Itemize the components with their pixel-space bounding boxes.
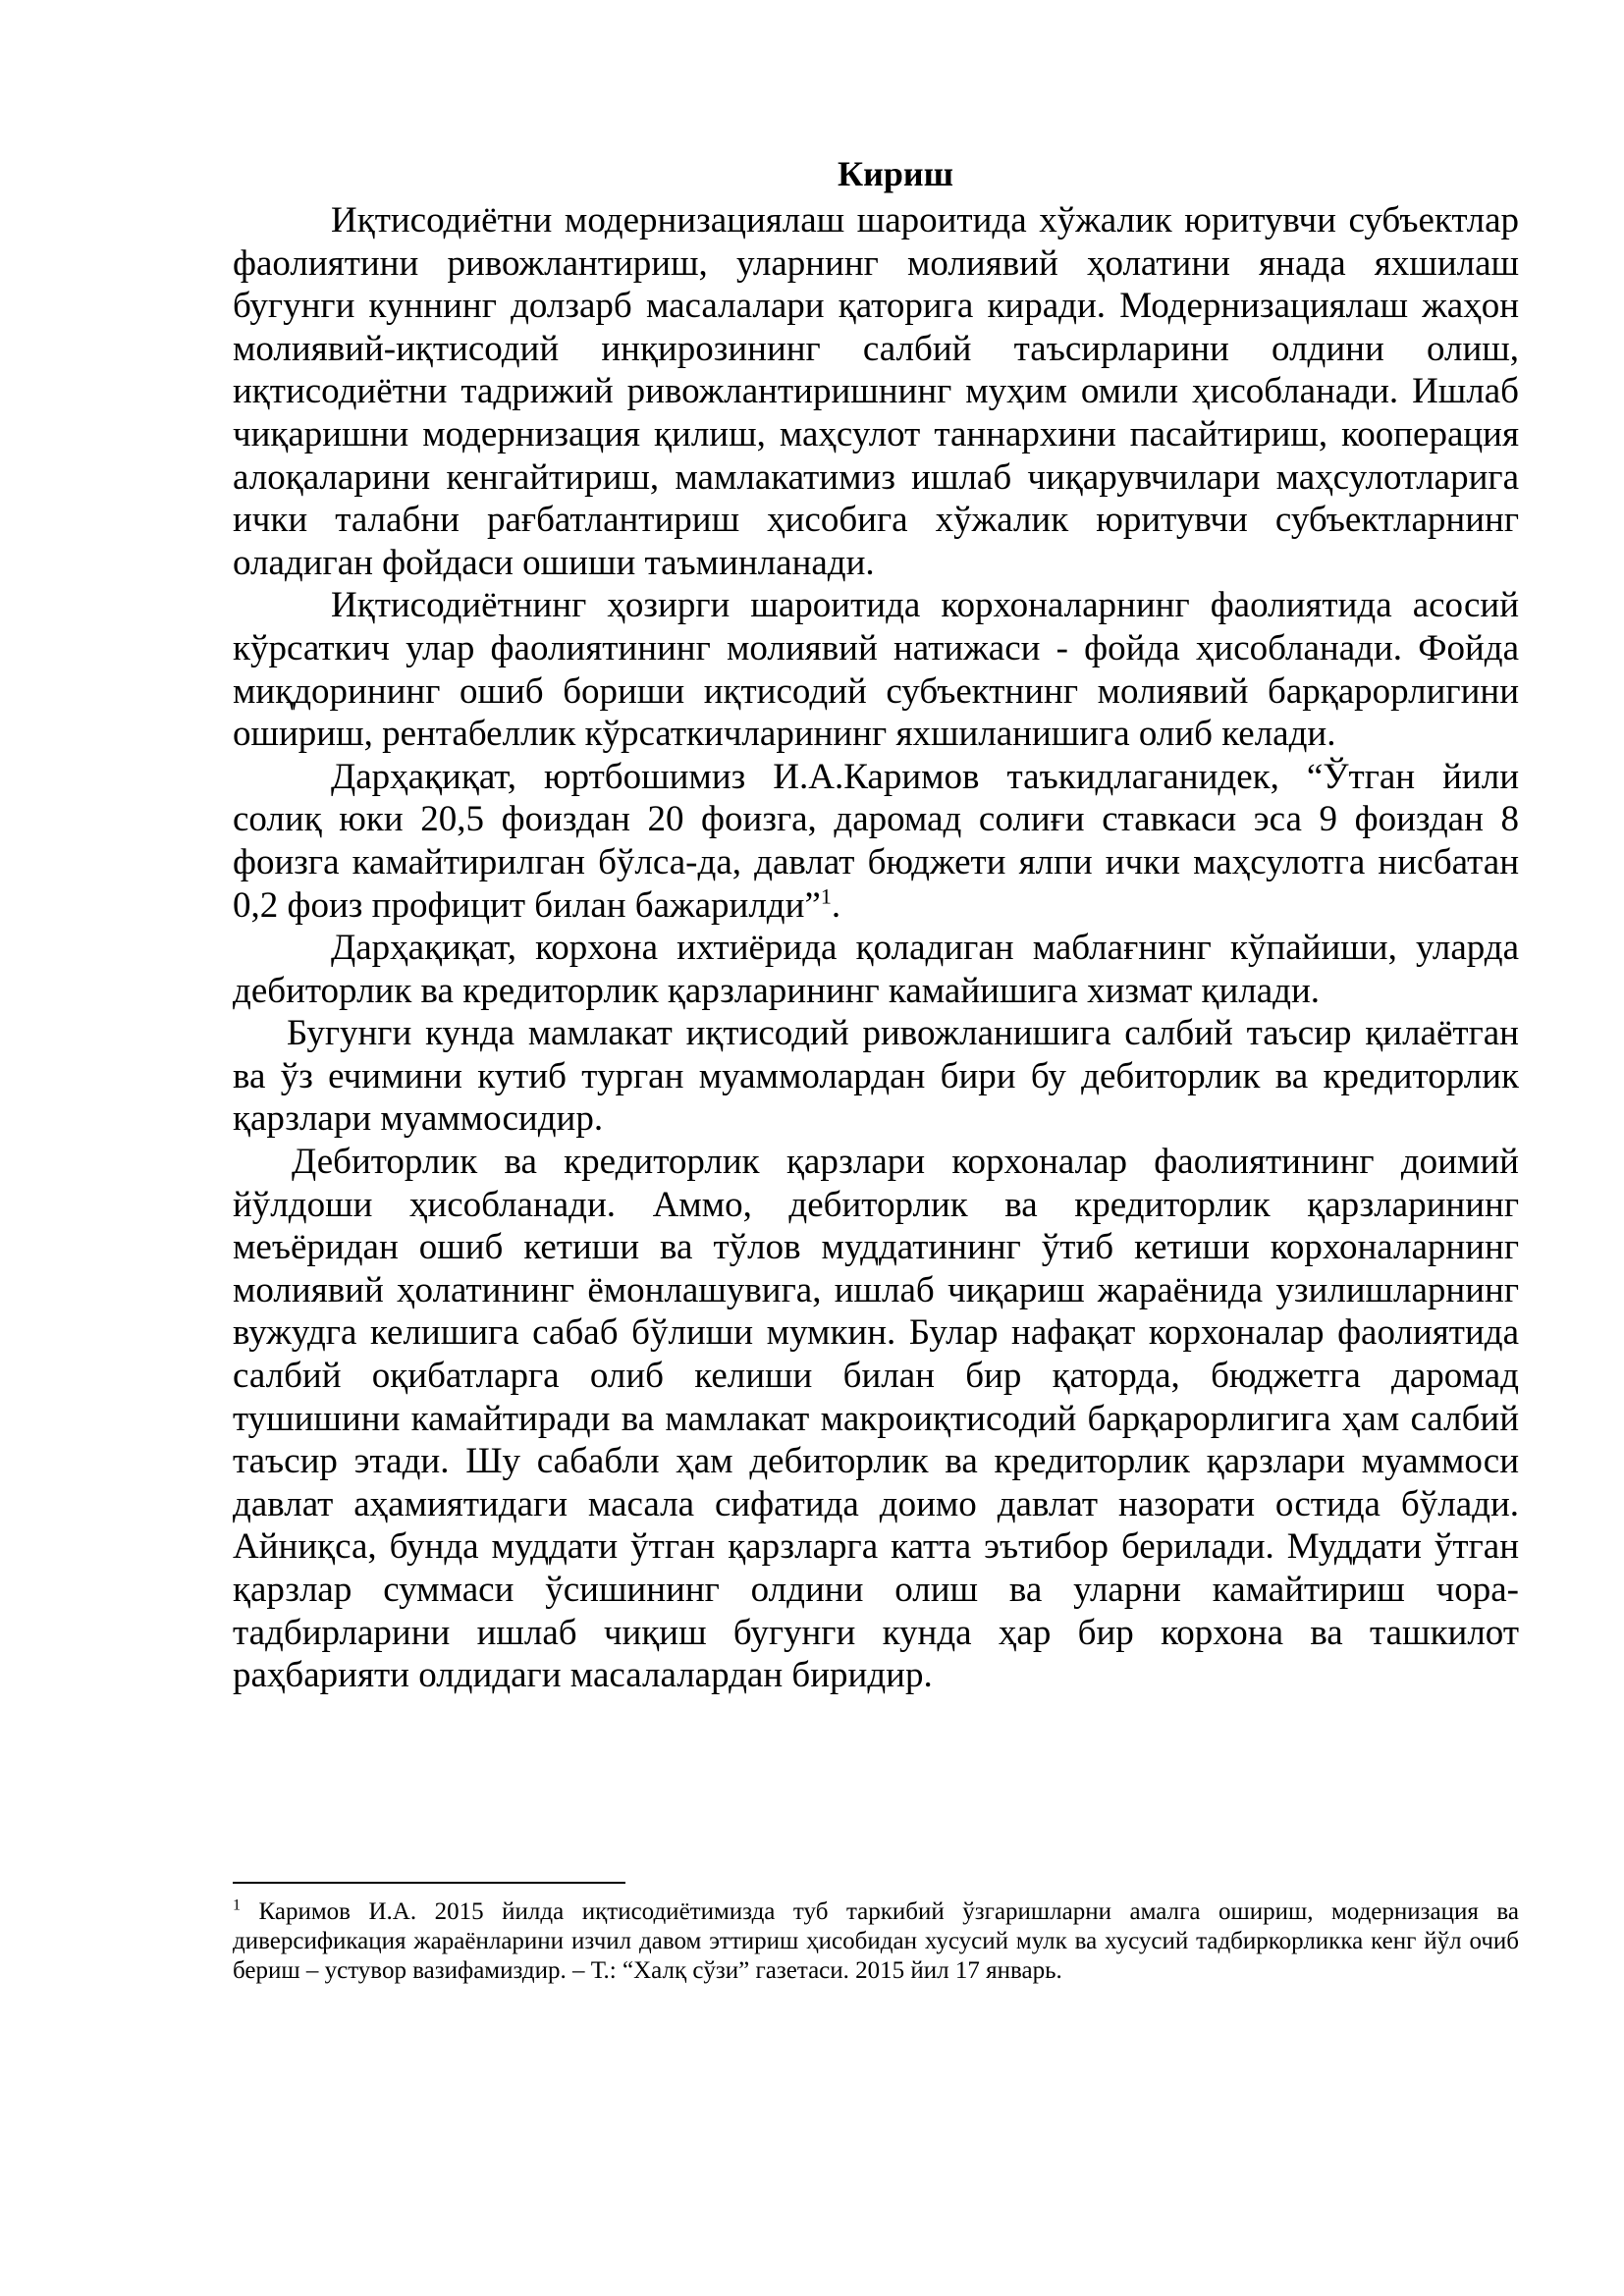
- paragraph-1: Иқтисодиётни модернизациялаш шароитида хўжалик юритувчи субъектлар фаолиятини ривожлантириш, уларнинг молиявий ҳолатини янада яхшилаш бугунги куннинг долзарб масалалари қаторига киради. Модернизациялаш жаҳон молиявий-иқтисодий инқирозининг салбий таъсирларини олдини олиш, иқтисодиётни тадрижий ривожлантиришнинг муҳим омили ҳисобланади. Ишлаб чиқаришни модернизация қилиш, маҳсулот таннархини пасайтириш, кооперация алоқаларини кенгайтириш, мамлакатимиз ишлаб чиқарувчилари маҳсулотларига ички талабни рағбатлантириш ҳисобига хўжалик юритувчи субъектларнинг оладиган фойдаси ошиши таъминланади.: [233, 200, 1519, 583]
- paragraph-6: Дебиторлик ва кредиторлик қарзлари корхоналар фаолиятининг доимий йўлдоши ҳисобланади. Аммо, дебиторлик ва кредиторлик қарзларининг меъёридан ошиб кетиши ва тўлов муддатининг ўтиб кетиши корхоналарнинг молиявий ҳолатининг ёмонлашувига, ишлаб чиқариш жараёнида узилишларнинг вужудга келишига сабаб бўлиши мумкин. Булар нафақат корхоналар фаолиятида салбий оқибатларга олиб келиши билан бир қаторда, бюджетга даромад тушишини камайтиради ва мамлакат макроиқтисодий барқарорлигига ҳам салбий таъсир этади. Шу сабабли ҳам дебиторлик ва кредиторлик қарзлари муаммоси давлат аҳамиятидаги масала сифатида доимо давлат назорати остида бўлади. Айниқса, бунда муддати ўтган қарзларга катта эътибор берилади. Муддати ўтган қарзлар суммаси ўсишининг олдини олиш ва уларни камайтириш чора-тадбирларини ишлаб чиқиш бугунги кунда ҳар бир корхона ва ташкилот раҳбарияти олдидаги масалалардан биридир.: [233, 1142, 1519, 1696]
- page-title: Кириш: [837, 154, 953, 193]
- paragraph-2: Иқтисодиётнинг ҳозирги шароитида корхоналарнинг фаолиятида асосий кўрсаткич улар фаолиятининг молиявий натижаси - фойда ҳисобланади. Фойда миқдорининг ошиб бориши иқтисодий субъектнинг молиявий барқарорлигини ошириш, рентабеллик кўрсаткичларининг яхшиланишига олиб келади.: [233, 585, 1519, 755]
- paragraph-3: [233, 756, 1519, 927]
- footnote-reference: 1: [820, 883, 832, 909]
- footnote: [233, 1897, 1519, 1986]
- footnote-separator: [233, 1882, 625, 1884]
- footnote-text: Каримов И.А. 2015 йилда иқтисодиётимизда туб таркибий ўзгаришларни амалга ошириш, модернизация ва диверсификация жараёнларини изчил давом эттириш ҳисобидан хусусий мулк ва хусусий тадбиркорликка кенг йўл очиб бериш – устувор вазифамиздир. – Т.: “Халқ сўзи” газетаси. 2015 йил 17 январь.: [233, 1898, 1519, 1984]
- paragraph-3-end: .: [831, 884, 841, 926]
- document-body: [233, 152, 1519, 1697]
- footnote-marker: 1: [233, 1896, 241, 1914]
- paragraph-4: Дарҳақиқат, корхона ихтиёрида қоладиган маблағнинг кўпайиши, уларда дебиторлик ва кредиторлик қарзларининг камайишига хизмат қилади.: [233, 928, 1519, 1011]
- paragraph-3-text: Дарҳақиқат, юртбошимиз И.А.Каримов таъкидлаганидек, “Ўтган йили солиқ юки 20,5 фоиздан 20 фоизга, даромад солиғи ставкаси эса 9 фоиздан 8 фоизга камайтирилган бўлса-да, давлат бюджети ялпи ички маҳсулотга нисбатан 0,2 фоиз профицит билан бажарилди”: [233, 756, 1519, 926]
- paragraph-5: Бугунги кунда мамлакат иқтисодий ривожланишига салбий таъсир қилаётган ва ўз ечимини кутиб турган муаммолардан бири бу дебиторлик ва кредиторлик қарзлари муаммосидир.: [233, 1013, 1519, 1140]
